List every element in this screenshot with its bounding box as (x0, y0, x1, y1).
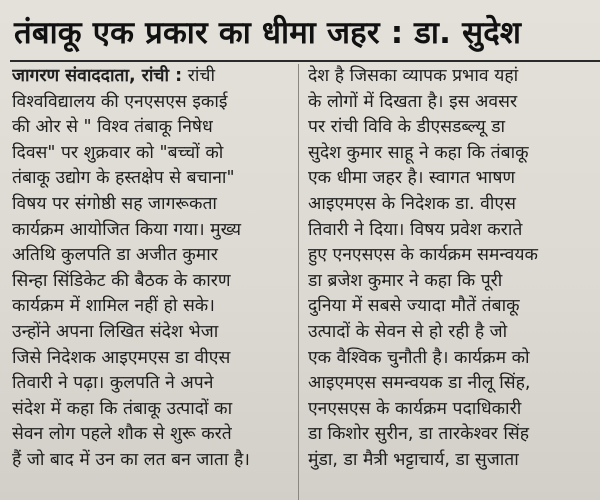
article-line: मुंडा, डा मैत्री भट्टाचार्य, डा सुजाता (308, 449, 519, 470)
right-column (308, 64, 600, 474)
article-line: हैं जो बाद में उन का लत बन जाता है। (12, 449, 250, 470)
column-divider (298, 64, 299, 500)
article-headline: तंबाकू एक प्रकार का धीमा जहर : डा. सुदेश (14, 15, 522, 51)
article-line: एनएसएस के कार्यक्रम पदाधिकारी (308, 398, 522, 419)
article-line: देश है जिसका व्यापक प्रभाव यहां (308, 66, 519, 86)
article-line: सुदेश कुमार साहू ने कहा कि तंबाकू (308, 142, 529, 163)
article-line: सिन्हा सिंडिकेट की बैठक के कारण (12, 270, 231, 291)
article-line: पर रांची विवि के डीएसडब्ल्यू डा (308, 117, 506, 138)
article-line: डा ब्रजेश कुमार ने कहा कि पूरी (308, 270, 503, 291)
article-line: डा किशोर सुरीन, डा तारकेश्वर सिंह (308, 424, 530, 445)
article-line: जिसे निदेशक आइएमएस डा वीएस (12, 347, 231, 368)
article-line: दिवस" पर शुक्रवार को "बच्चों को (12, 142, 224, 163)
first-line-text: रांची (182, 66, 216, 86)
article-line: तिवारी ने पढ़ा। कुलपति ने अपने (12, 373, 214, 394)
article-line: तिवारी ने दिया। विषय प्रवेश कराते (308, 219, 523, 240)
headline-rule (10, 60, 600, 62)
article-line: के लोगों में दिखता है। इस अवसर (308, 91, 518, 112)
article-line: विषय पर संगोष्ठी सह जागरूकता (12, 193, 217, 214)
article-line: संदेश में कहा कि तंबाकू उत्पादों का (12, 398, 233, 419)
article-line: हुए एनएसएस के कार्यक्रम समन्वयक (308, 245, 538, 266)
article-line: उत्पादों के सेवन से हो रही है जो (308, 321, 508, 342)
left-column (12, 64, 297, 474)
article-line: एक धीमा जहर है। स्वागत भाषण (308, 168, 516, 189)
article-line: आइएमएस के निदेशक डा. वीएस (308, 193, 516, 214)
article-line: आइएमएस समन्वयक डा नीलू सिंह, (308, 373, 531, 394)
article-line: उन्होंने अपना लिखित संदेश भेजा (12, 321, 219, 342)
article-line: दुनिया में सबसे ज्यादा मौतें तंबाकू (308, 296, 520, 317)
article-line: अतिथि कुलपति डा अजीत कुमार (12, 245, 218, 266)
article-line: कार्यक्रम आयोजित किया गया। मुख्य (12, 219, 242, 240)
article-line: विश्वविद्यालय की एनएसएस इकाई (12, 91, 228, 112)
article-line: सेवन लोग पहले शौक से शुरू करते (12, 424, 232, 445)
article-line: तंबाकू उद्योग के हस्तक्षेप से बचाना" (12, 168, 235, 189)
article-line: एक वैश्विक चुनौती है। कार्यक्रम को (308, 347, 530, 368)
article-line: कार्यक्रम में शामिल नहीं हो सके। (12, 296, 215, 317)
byline: जागरण संवाददाता, रांची : (12, 66, 183, 86)
article-line: की ओर से " विश्व तंबाकू निषेध (12, 117, 213, 138)
article-line (12, 64, 297, 90)
